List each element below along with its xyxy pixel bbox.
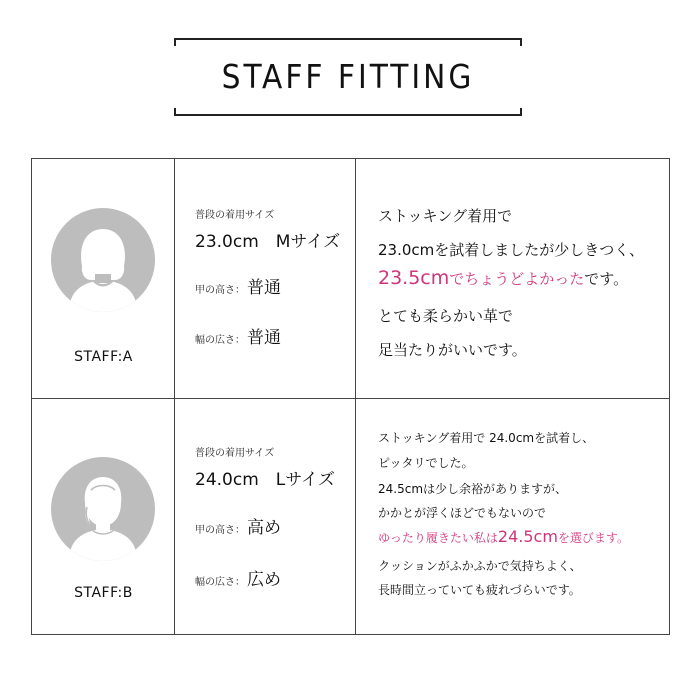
foot-width-label: 幅の広さ： — [195, 335, 245, 346]
comment-tail: です。 — [584, 270, 629, 288]
highlight-text: でちょうどよかった — [449, 270, 585, 288]
usual-size-value: 24.0cm Lサイズ — [195, 470, 335, 490]
comment-cell-a — [356, 159, 669, 398]
comment-cell-b — [356, 399, 669, 634]
comment-line: クッションがふかふかで気持ちよく、 — [378, 559, 582, 573]
size-cell-a — [175, 159, 356, 398]
instep-height-value: 普通 — [247, 278, 281, 298]
highlight-tail: を選びます。 — [557, 531, 629, 545]
avatar-female-bob-icon — [51, 208, 155, 312]
comment-line-highlight — [378, 527, 629, 546]
foot-width-label: 幅の広さ： — [195, 577, 245, 588]
instep-height-value: 高め — [247, 518, 281, 538]
highlight-text: ゆったり履きたい私は — [378, 531, 498, 545]
foot-width-value: 広め — [247, 570, 281, 590]
avatar-female-tied-hair-icon — [51, 457, 155, 561]
usual-size-caption: 普段の着用サイズ — [195, 210, 275, 221]
comment-line: 足当たりがいいです。 — [378, 341, 527, 359]
usual-size-caption: 普段の着用サイズ — [195, 448, 275, 459]
fitting-table — [31, 158, 670, 635]
staff-row-a — [32, 159, 669, 398]
foot-width-row — [195, 565, 281, 590]
title-frame — [174, 38, 522, 116]
usual-size-value: 23.0cm Mサイズ — [195, 232, 341, 252]
comment-line: 23.0cmを試着しましたが少しきつく、 — [378, 241, 644, 259]
staff-cell-b — [32, 399, 175, 634]
foot-width-row — [195, 323, 281, 348]
foot-width-value: 普通 — [247, 328, 281, 348]
staff-cell-a — [32, 159, 175, 398]
staff-label: STAFF:A — [74, 349, 133, 365]
instep-height-label: 甲の高さ： — [195, 285, 245, 296]
comment-line: 24.5cmは少し余裕がありますが、 — [378, 482, 568, 496]
comment-line: かかとが浮くほどでもないので — [378, 506, 547, 520]
comment-line: とても柔らかい革で — [378, 307, 514, 325]
comment-line: 長時間立っていても疲れづらいです。 — [378, 583, 581, 597]
page-title: STAFF FITTING — [221, 57, 475, 96]
comment-line: ストッキング着用で — [378, 207, 513, 225]
instep-height-label: 甲の高さ： — [195, 525, 245, 536]
instep-height-row — [195, 273, 281, 298]
staff-row-b — [32, 398, 669, 634]
comment-line: ストッキング着用で 24.0cmを試着し、 — [378, 431, 595, 445]
comment-line: ピッタリでした。 — [378, 456, 474, 470]
comment-line-highlight — [378, 267, 628, 289]
staff-label: STAFF:B — [74, 585, 133, 601]
highlight-size: 23.5cm — [378, 267, 450, 289]
size-cell-b — [175, 399, 356, 634]
highlight-size: 24.5cm — [497, 527, 558, 546]
instep-height-row — [195, 513, 281, 538]
